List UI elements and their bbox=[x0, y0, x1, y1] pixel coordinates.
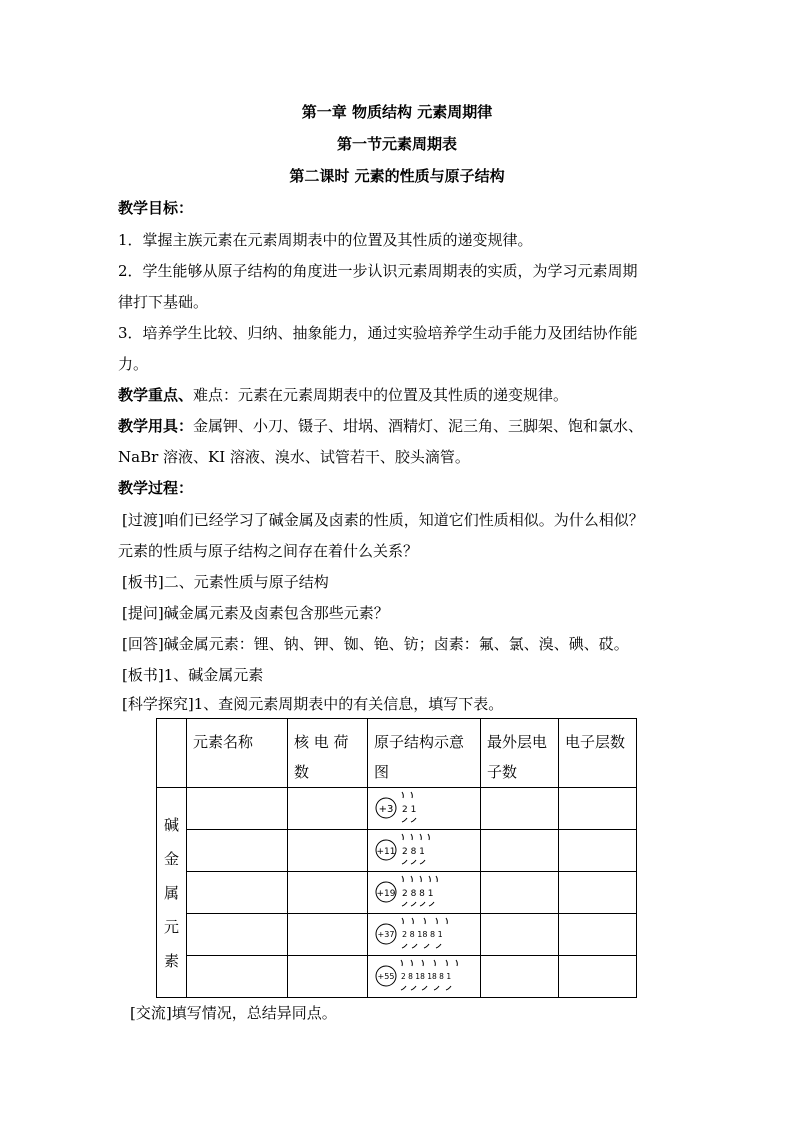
atomic-structure-diagram bbox=[372, 831, 480, 867]
objective-2-line-2: 律打下基础。 bbox=[118, 293, 209, 311]
table-header-blank bbox=[157, 719, 187, 788]
question-line: [提问]碱金属元素及卤素包含那些元素？ bbox=[122, 604, 389, 622]
structure-diagram-cell bbox=[368, 914, 481, 956]
table-header-cell: 电子层数 bbox=[559, 719, 637, 788]
process-heading: 教学过程： bbox=[118, 479, 194, 497]
shell-electrons: 2 8 1 bbox=[402, 846, 425, 857]
table-row bbox=[157, 830, 637, 872]
table-header-cell: 原子结构示意图 bbox=[368, 719, 481, 788]
atomic-structure-diagram bbox=[372, 957, 480, 993]
nuclear-charge-cell bbox=[288, 956, 368, 998]
element-name-cell bbox=[187, 872, 288, 914]
shell-electrons: 2 8 18 8 1 bbox=[402, 929, 443, 939]
nucleus-charge: +3 bbox=[378, 803, 394, 815]
tools-line-1 bbox=[118, 415, 643, 436]
objective-3-line-1: 3．培养学生比较、归纳、抽象能力，通过实验培养学生动手能力及团结协作能 bbox=[118, 324, 638, 342]
table-header-cell: 最外层电子数 bbox=[481, 719, 559, 788]
outer-electrons-cell bbox=[481, 788, 559, 830]
nuclear-charge-cell bbox=[288, 872, 368, 914]
table-header-cell: 元素名称 bbox=[187, 719, 288, 788]
table-row bbox=[157, 956, 637, 998]
atomic-structure-diagram bbox=[372, 873, 480, 909]
inquiry-line: [科学探究]1、查阅元素周期表中的有关信息，填写下表。 bbox=[122, 695, 504, 713]
tools-text-1: 金属钾、小刀、镊子、坩埚、酒精灯、泥三角、三脚架、饱和氯水、 bbox=[193, 417, 644, 435]
structure-diagram-cell bbox=[368, 872, 481, 914]
group-label-char: 碱 bbox=[163, 815, 179, 834]
section-title: 第一节元素周期表 bbox=[336, 135, 457, 153]
atomic-structure-diagram bbox=[372, 789, 480, 825]
table-header-row bbox=[157, 719, 637, 788]
nuclear-charge-cell bbox=[288, 830, 368, 872]
outer-electrons-cell bbox=[481, 872, 559, 914]
lesson-title: 第二课时 元素的性质与原子结构 bbox=[289, 167, 505, 185]
transition-line-2: 元素的性质与原子结构之间存在着什么关系？ bbox=[118, 542, 419, 560]
outer-electrons-cell bbox=[481, 956, 559, 998]
outer-electrons-cell bbox=[481, 830, 559, 872]
structure-diagram-cell bbox=[368, 830, 481, 872]
outer-electrons-cell bbox=[481, 914, 559, 956]
tools-label: 教学用具： bbox=[118, 417, 194, 435]
nucleus-charge: +55 bbox=[377, 971, 395, 981]
element-name-cell bbox=[187, 830, 288, 872]
table-row bbox=[157, 872, 637, 914]
element-name-cell bbox=[187, 914, 288, 956]
key-points-label: 教学重点、 bbox=[118, 386, 194, 404]
objective-1: 1．掌握主族元素在元素周期表中的位置及其性质的递变规律。 bbox=[118, 231, 533, 249]
table-row bbox=[157, 788, 637, 830]
tools-line-2: NaBr 溶液、KI 溶液、溴水、试管若干、胶头滴管。 bbox=[118, 448, 470, 466]
key-points-text: 难点：元素在元素周期表中的位置及其性质的递变规律。 bbox=[193, 386, 569, 404]
group-label-char: 元 bbox=[163, 917, 179, 936]
shell-electrons: 2 8 18 18 8 1 bbox=[401, 971, 452, 981]
group-label-cell bbox=[157, 788, 187, 998]
nucleus-charge: +19 bbox=[376, 888, 396, 899]
shell-count-cell bbox=[559, 956, 637, 998]
key-points bbox=[118, 384, 568, 405]
element-name-cell bbox=[187, 956, 288, 998]
atomic-structure-diagram bbox=[372, 915, 480, 951]
nucleus-charge: +11 bbox=[376, 846, 396, 857]
structure-diagram-cell bbox=[368, 788, 481, 830]
nuclear-charge-cell bbox=[288, 788, 368, 830]
table-row bbox=[157, 914, 637, 956]
objective-3-line-2: 力。 bbox=[118, 355, 149, 373]
exchange-line: [交流]填写情况，总结异同点。 bbox=[130, 1004, 337, 1022]
nucleus-charge: +37 bbox=[377, 929, 395, 939]
shell-count-cell bbox=[559, 872, 637, 914]
objective-2-line-1: 2．学生能够从原子结构的角度进一步认识元素周期表的实质，为学习元素周期 bbox=[118, 262, 638, 280]
shell-count-cell bbox=[559, 830, 637, 872]
table-header-cell: 核 电 荷 数 bbox=[288, 719, 368, 788]
transition-line-1: [过渡]咱们已经学习了碱金属及卤素的性质，知道它们性质相似。为什么相似？ bbox=[122, 511, 644, 529]
element-name-cell bbox=[187, 788, 288, 830]
alkali-metals-table bbox=[156, 718, 637, 998]
group-label-char: 金 bbox=[163, 849, 179, 868]
shell-electrons: 2 8 8 1 bbox=[402, 888, 434, 899]
structure-diagram-cell bbox=[368, 956, 481, 998]
nuclear-charge-cell bbox=[288, 914, 368, 956]
group-label-char: 素 bbox=[163, 951, 179, 970]
objectives-heading: 教学目标： bbox=[118, 199, 194, 217]
group-label-char: 属 bbox=[163, 883, 179, 902]
board-note-2: [板书]1、碱金属元素 bbox=[122, 666, 264, 684]
chapter-title: 第一章 物质结构 元素周期律 bbox=[301, 103, 493, 121]
shell-electrons: 2 1 bbox=[402, 804, 417, 815]
shell-count-cell bbox=[559, 788, 637, 830]
board-note-1: [板书]二、元素性质与原子结构 bbox=[122, 573, 329, 591]
answer-line: [回答]碱金属元素：锂、钠、钾、铷、铯、钫；卤素：氟、氯、溴、碘、砹。 bbox=[122, 635, 629, 653]
shell-count-cell bbox=[559, 914, 637, 956]
